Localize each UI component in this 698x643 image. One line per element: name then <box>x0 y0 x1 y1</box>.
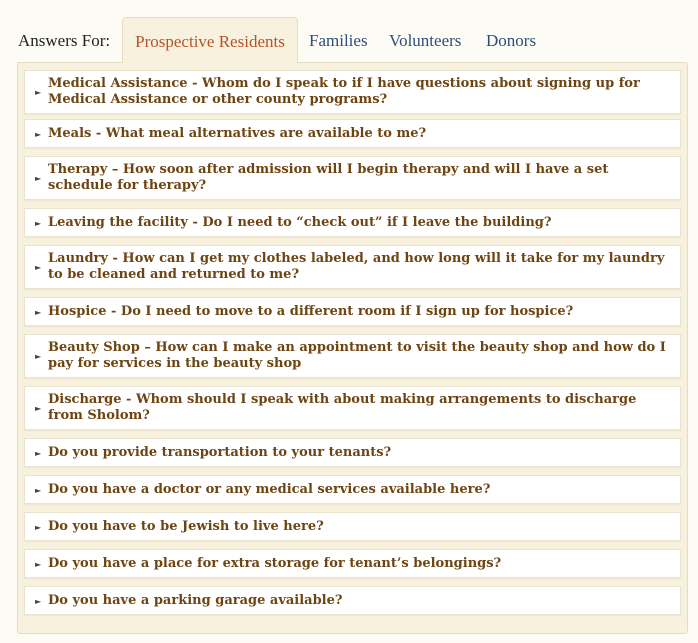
expand-arrow-icon: ► <box>35 130 42 139</box>
expand-arrow-icon: ► <box>35 486 42 495</box>
faq-item-doctor[interactable] <box>24 475 681 504</box>
tab-families[interactable]: Families <box>309 31 368 50</box>
expand-arrow-icon: ► <box>35 597 42 606</box>
faq-item-meals[interactable] <box>24 119 681 148</box>
faq-question: Leaving the facility - Do I need to “check out” if I leave the building? <box>48 215 552 230</box>
expand-arrow-icon: ► <box>35 404 42 413</box>
expand-arrow-icon: ► <box>35 263 42 272</box>
expand-arrow-icon: ► <box>35 219 42 228</box>
faq-question: Beauty Shop – How can I make an appointment to visit the beauty shop and how do I pay for services in the beauty shop <box>48 340 666 371</box>
faq-question: Hospice - Do I need to move to a different room if I sign up for hospice? <box>48 304 574 319</box>
faq-item-hospice[interactable] <box>24 297 681 326</box>
faq-question: Do you have a parking garage available? <box>48 593 343 608</box>
expand-arrow-icon: ► <box>35 523 42 532</box>
faq-question: Do you have to be Jewish to live here? <box>48 519 324 534</box>
faq-question: Discharge - Whom should I speak with about making arrangements to discharge from Sholom? <box>48 392 637 423</box>
tab-bar <box>0 0 698 62</box>
tab-volunteers[interactable]: Volunteers <box>389 31 462 50</box>
faq-question: Therapy – How soon after admission will I begin therapy and will I have a set schedule for therapy? <box>48 162 609 193</box>
faq-question: Do you provide transportation to your tenants? <box>48 445 392 460</box>
faq-question: Meals - What meal alternatives are available to me? <box>48 126 427 141</box>
faq-question: Do you have a doctor or any medical services available here? <box>48 482 491 497</box>
faq-question: Medical Assistance - Whom do I speak to if I have questions about signing up for Medical Assistance or other county programs? <box>48 76 640 107</box>
faq-panel <box>17 62 688 634</box>
faq-item-discharge[interactable] <box>24 386 681 430</box>
faq-item-laundry[interactable] <box>24 245 681 289</box>
faq-item-medical-assistance[interactable] <box>24 70 681 114</box>
faq-item-leaving-facility[interactable] <box>24 208 681 237</box>
expand-arrow-icon: ► <box>35 308 42 317</box>
expand-arrow-icon: ► <box>35 88 42 97</box>
faq-question: Laundry - How can I get my clothes labeled, and how long will it take for my laundry to be cleaned and returned to me? <box>48 251 665 282</box>
faq-question: Do you have a place for extra storage for tenant’s belongings? <box>48 556 502 571</box>
tab-donors[interactable]: Donors <box>486 31 537 50</box>
expand-arrow-icon: ► <box>35 174 42 183</box>
tab-prospective-residents[interactable]: Prospective Residents <box>122 17 298 63</box>
answers-for-label: Answers For: <box>18 31 111 50</box>
expand-arrow-icon: ► <box>35 560 42 569</box>
faq-item-beauty-shop[interactable] <box>24 334 681 378</box>
expand-arrow-icon: ► <box>35 352 42 361</box>
faq-item-therapy[interactable] <box>24 156 681 200</box>
faq-item-transportation[interactable] <box>24 438 681 467</box>
faq-item-jewish[interactable] <box>24 512 681 541</box>
faq-item-storage[interactable] <box>24 549 681 578</box>
faq-item-parking[interactable] <box>24 586 681 615</box>
expand-arrow-icon: ► <box>35 449 42 458</box>
